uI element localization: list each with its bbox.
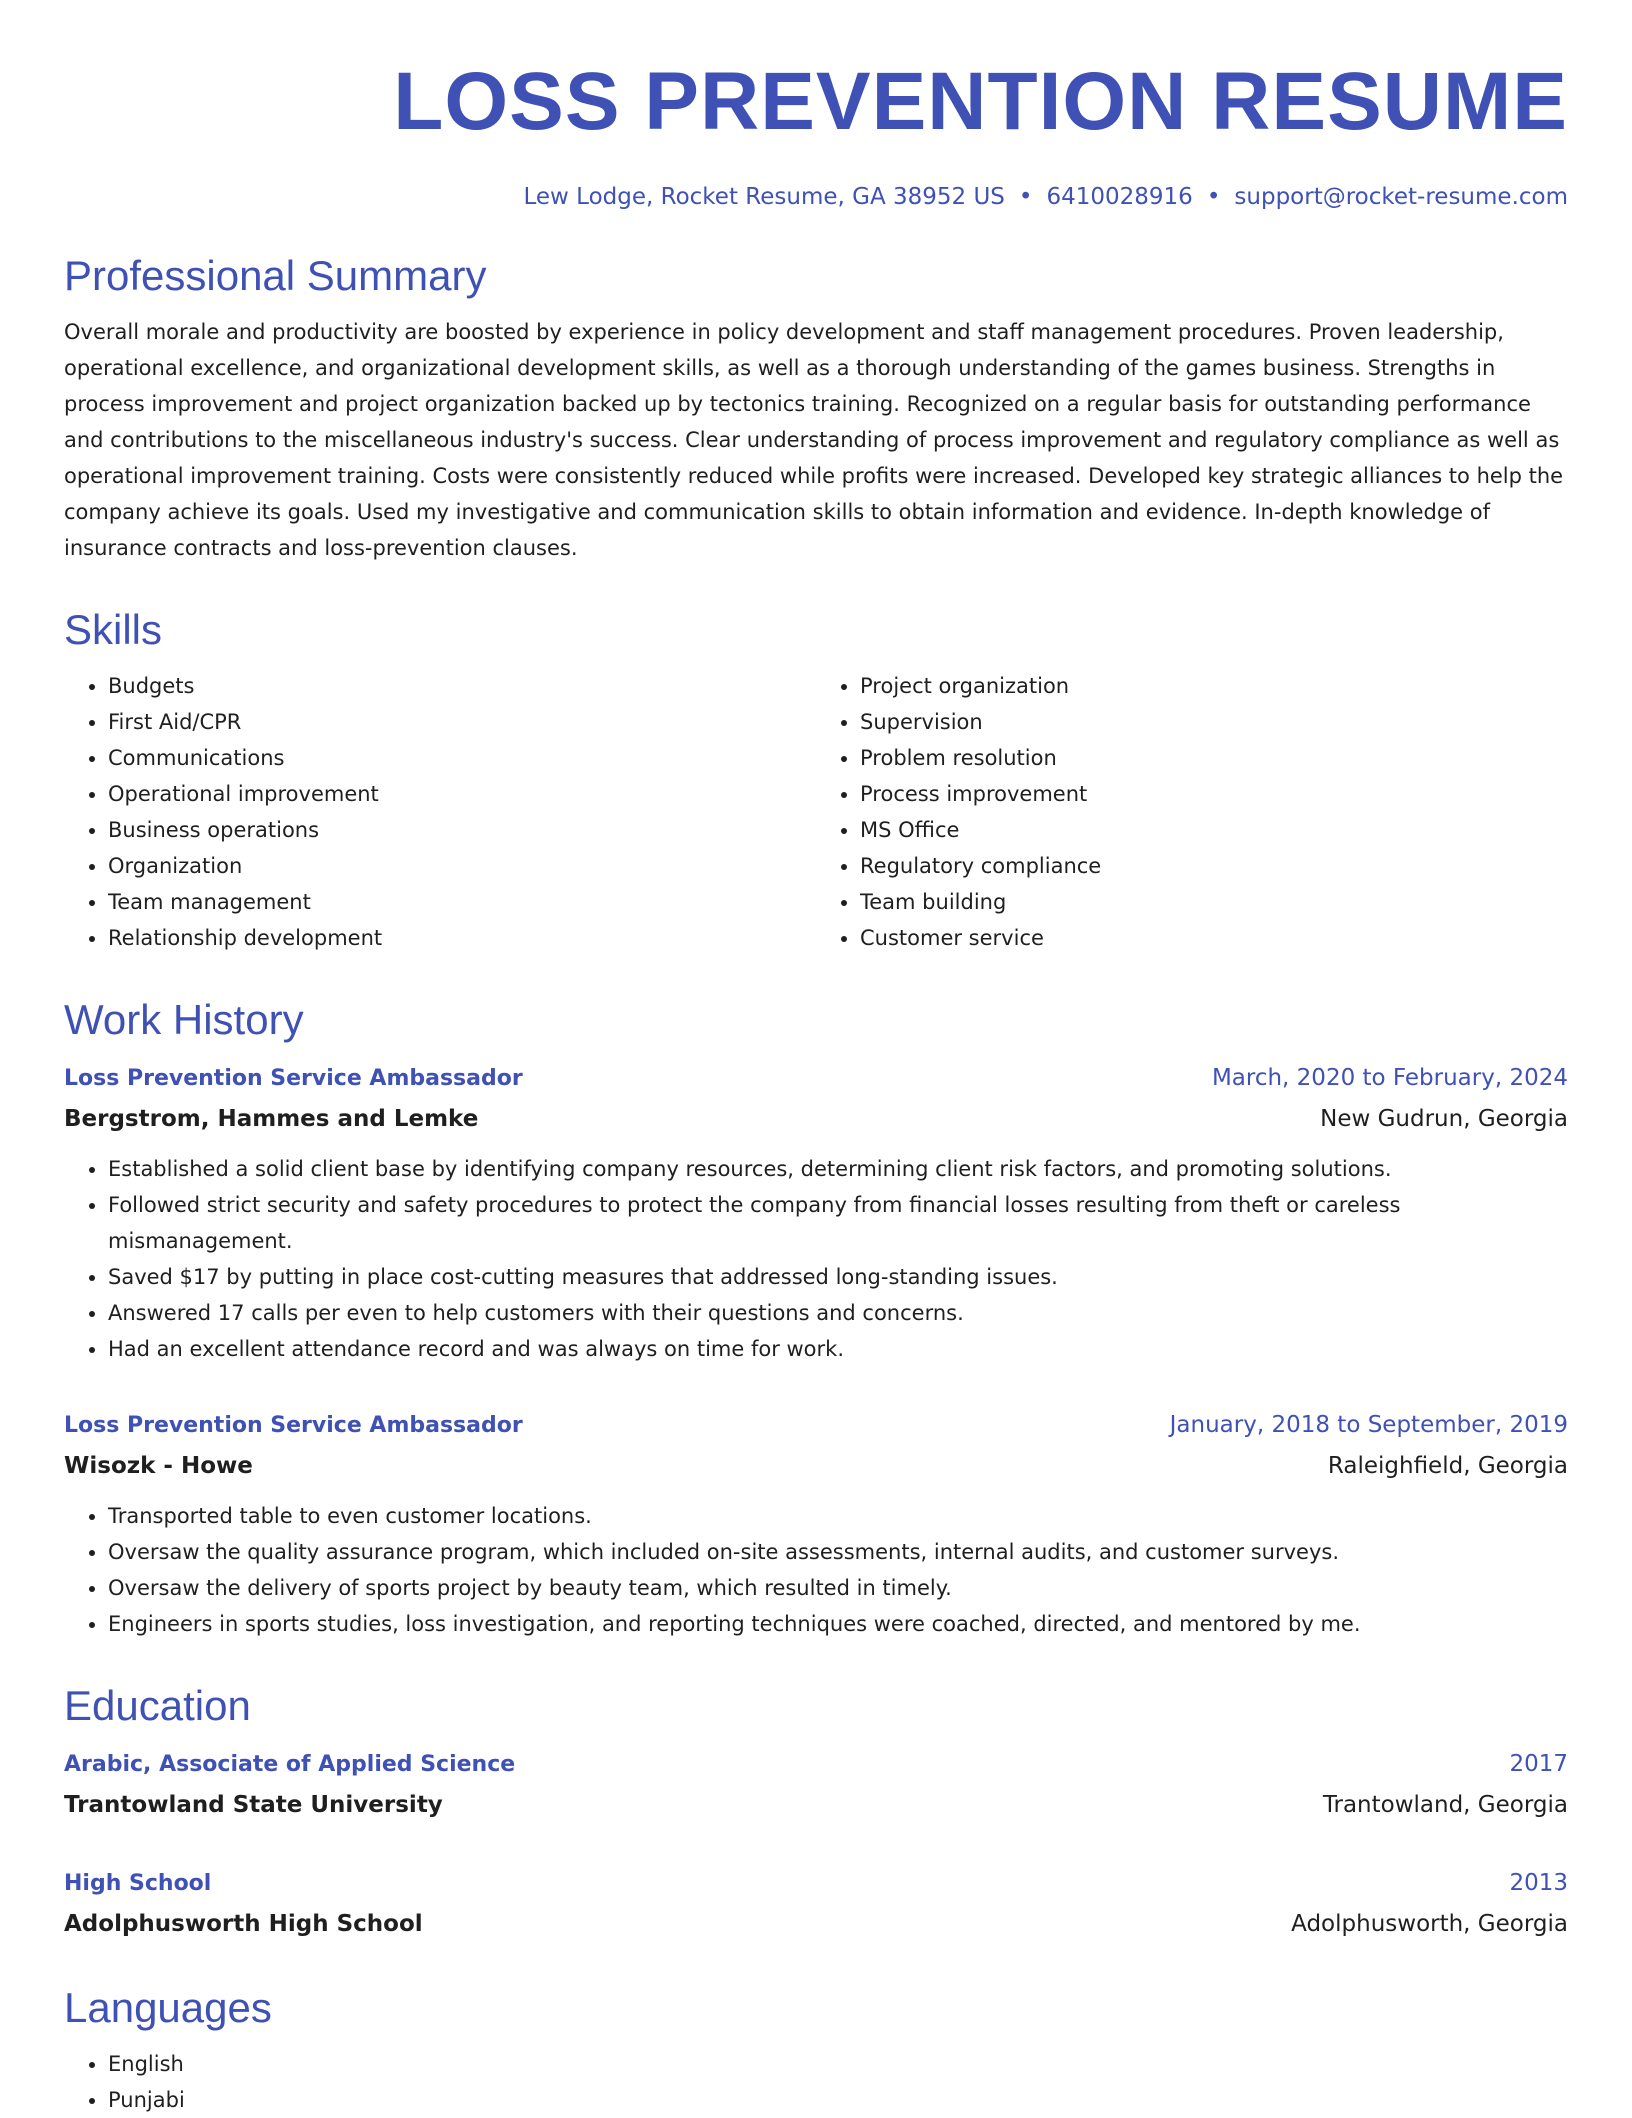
skill-item: • Relationship development [108, 920, 816, 956]
summary-heading: Professional Summary [64, 252, 487, 299]
skill-item: • MS Office [860, 812, 1568, 848]
skill-item: • Project organization [860, 668, 1568, 704]
address: Lew Lodge, Rocket Resume, GA 38952 US [523, 184, 1005, 210]
skill-item: • Team building [860, 884, 1568, 920]
skill-item: • Organization [108, 848, 816, 884]
contact-line [64, 182, 1568, 212]
resume-header [64, 0, 1568, 212]
school-name: Adolphusworth High School [64, 1911, 423, 1937]
degree-title: Arabic, Associate of Applied Science [64, 1752, 516, 1777]
phone: 6410028916 [1046, 184, 1193, 210]
skill-item: • Budgets [108, 668, 816, 704]
skill-item: • Regulatory compliance [860, 848, 1568, 884]
education-entry [64, 1744, 1568, 1825]
job-bullet: • Oversaw the quality assurance program, which included on-site assessments, internal audits, and customer surveys. [108, 1534, 1568, 1570]
job-bullet: • Had an excellent attendance record and was always on time for work. [108, 1331, 1568, 1367]
language-item: • Punjabi [108, 2082, 1568, 2118]
skills-heading: Skills [64, 606, 163, 653]
job-location: New Gudrun, Georgia [1320, 1106, 1568, 1132]
job-bullet: • Answered 17 calls per even to help customers with their questions and concerns. [108, 1295, 1568, 1331]
company-name: Bergstrom, Hammes and Lemke [64, 1106, 479, 1132]
skill-item: • First Aid/CPR [108, 704, 816, 740]
school-location: Adolphusworth, Georgia [1291, 1911, 1568, 1937]
skill-item: • Team management [108, 884, 816, 920]
job-entry [64, 1405, 1568, 1642]
job-bullets [64, 1151, 1568, 1367]
job-bullet: • Oversaw the delivery of sports project by beauty team, which resulted in timely. [108, 1570, 1568, 1606]
company-name: Wisozk - Howe [64, 1453, 253, 1479]
job-title: Loss Prevention Service Ambassador [64, 1066, 523, 1091]
skill-item: • Process improvement [860, 776, 1568, 812]
job-bullet: • Transported table to even customer locations. [108, 1498, 1568, 1534]
separator-dot: • [1206, 184, 1221, 210]
skill-item: • Operational improvement [108, 776, 816, 812]
work-history-heading: Work History [64, 996, 304, 1043]
skills-columns [64, 668, 1568, 956]
job-bullet: • Established a solid client base by identifying company resources, determining client risk factors, and promoting solutions. [108, 1151, 1568, 1187]
school-location: Trantowland, Georgia [1322, 1792, 1568, 1818]
skills-list-right [816, 668, 1568, 956]
skill-item: • Communications [108, 740, 816, 776]
job-dates: January, 2018 to September, 2019 [1169, 1412, 1568, 1438]
skill-item: • Business operations [108, 812, 816, 848]
education-heading: Education [64, 1682, 251, 1729]
skills-list-left [64, 668, 816, 956]
job-location: Raleighfield, Georgia [1327, 1453, 1568, 1479]
summary-text: Overall morale and productivity are boosted by experience in policy development and staff management procedures. Proven leadership, operational excellence, and organizational development skills, as well as a thorough understanding of the games business. Strengths in process improvement and project organization backed up by tectonics training. Recognized on a regular basis for outstanding performance and contributions to the miscellaneous industry's success. Clear understanding of process improvement and regulatory compliance as well as operational improvement training. Costs were consistently reduced while profits were increased. Developed key strategic alliances to help the company achieve its goals. Used my investigative and communication skills to obtain information and evidence. In-depth knowledge of insurance contracts and loss-prevention clauses. [64, 320, 1564, 560]
email-link[interactable]: support@rocket-resume.com [1234, 184, 1568, 210]
job-entry [64, 1058, 1568, 1367]
job-title: Loss Prevention Service Ambassador [64, 1413, 523, 1438]
languages-list [64, 2046, 1568, 2118]
job-dates: March, 2020 to February, 2024 [1211, 1065, 1568, 1091]
job-bullet: • Followed strict security and safety procedures to protect the company from financial losses resulting from theft or careless mismanagement. [108, 1187, 1568, 1259]
skill-item: • Supervision [860, 704, 1568, 740]
skill-item: • Problem resolution [860, 740, 1568, 776]
job-bullets [64, 1498, 1568, 1642]
language-item: • English [108, 2046, 1568, 2082]
school-name: Trantowland State University [64, 1792, 443, 1818]
resume-title: LOSS PREVENTION RESUME [393, 56, 1568, 147]
job-bullet: • Saved $17 by putting in place cost-cutting measures that addressed long-standing issues. [108, 1259, 1568, 1295]
education-entry [64, 1863, 1568, 1944]
job-bullet: • Engineers in sports studies, loss investigation, and reporting techniques were coached, directed, and mentored by me. [108, 1606, 1568, 1642]
graduation-year: 2017 [1509, 1751, 1568, 1777]
graduation-year: 2013 [1509, 1870, 1568, 1896]
languages-heading: Languages [64, 1984, 272, 2031]
skill-item: • Customer service [860, 920, 1568, 956]
separator-dot: • [1018, 184, 1033, 210]
degree-title: High School [64, 1871, 212, 1896]
